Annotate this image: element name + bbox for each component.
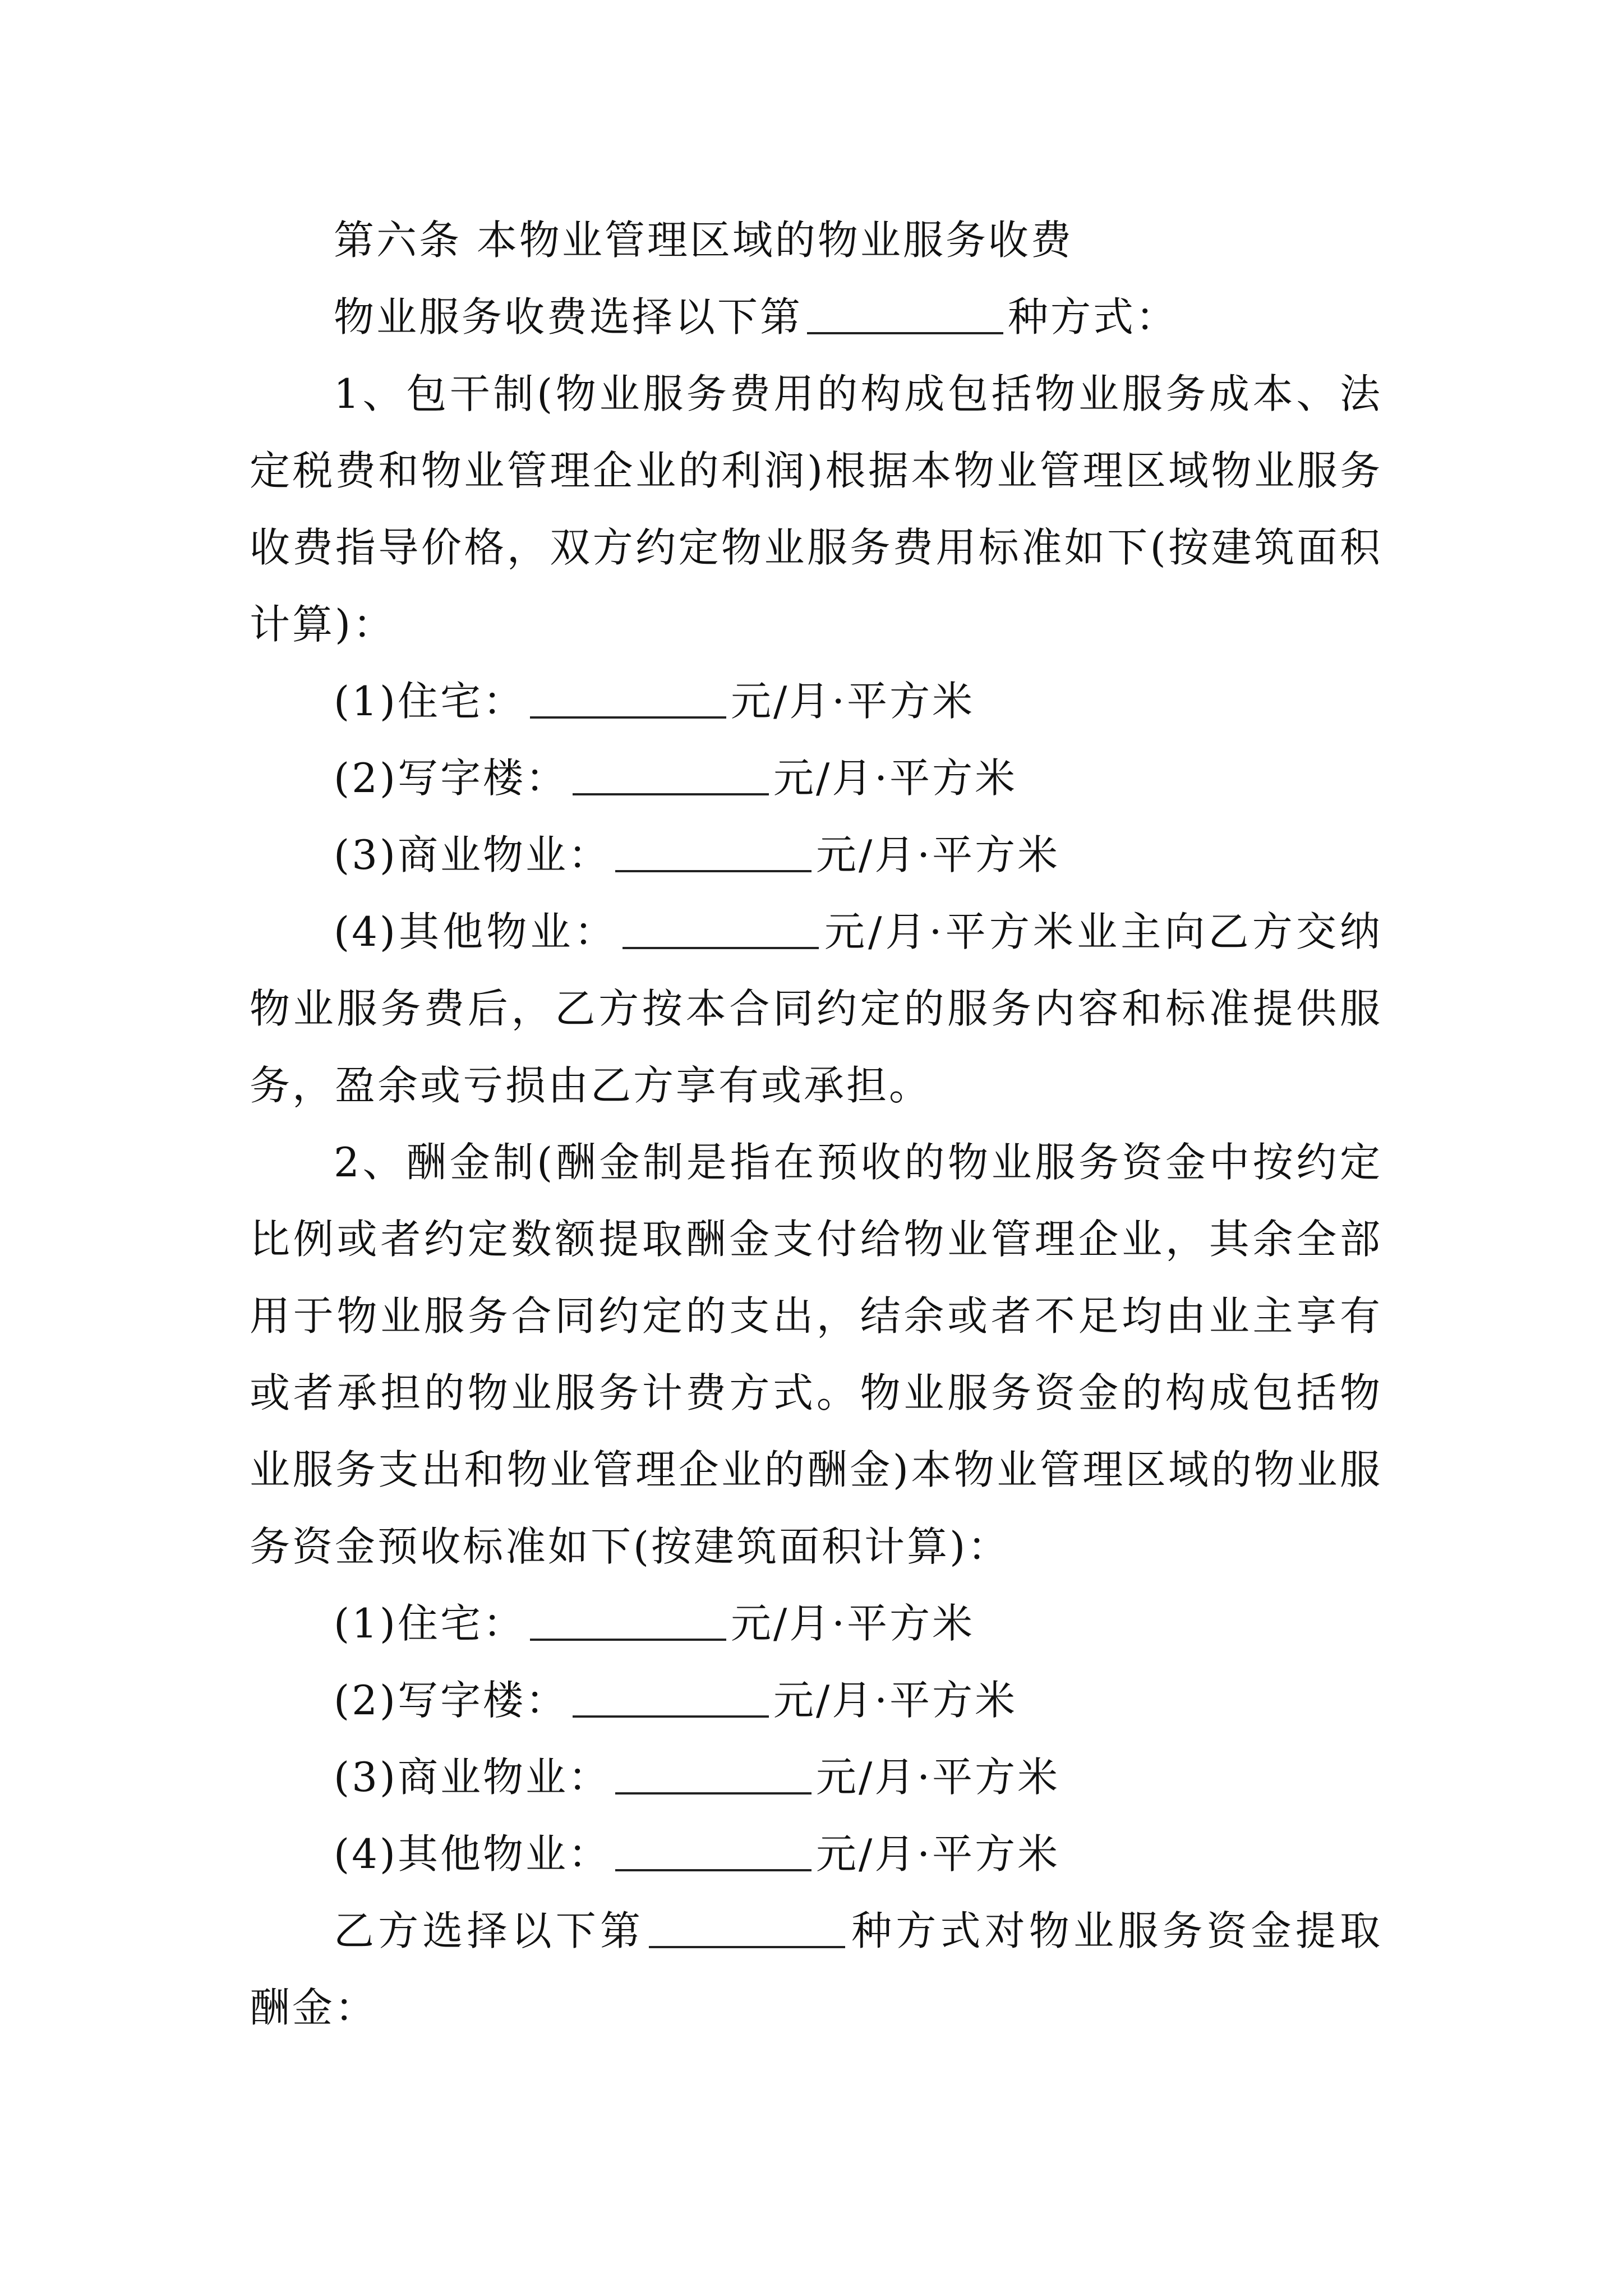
item-label: (3)商业物业： <box>334 831 611 878</box>
item-unit: 元/月·平方米业主向乙方交纳物业服务费后，乙方按本合同约定的服务内容和标准提供服务，盈余或亏损由乙方享有或承担。 <box>250 908 1382 1109</box>
office-fund-blank[interactable] <box>573 1680 769 1718</box>
option2-paragraph <box>250 1124 1382 1585</box>
article-title-text: 第六条 本物业管理区域的物业服务收费 <box>334 217 1073 264</box>
option2-item-commercial <box>250 1739 1382 1816</box>
item-unit: 元/月·平方米 <box>816 831 1061 878</box>
commission-prefix: 乙方选择以下第 <box>334 1907 645 1954</box>
article-title <box>250 202 1382 279</box>
option1-item-other <box>250 894 1382 1124</box>
option1-item-office <box>250 740 1382 817</box>
item-label: (3)商业物业： <box>334 1754 611 1801</box>
other-fee-blank[interactable] <box>623 911 819 949</box>
option1-paragraph <box>250 356 1382 663</box>
other-fund-blank[interactable] <box>615 1833 811 1871</box>
option1-text: 1、包干制(物业服务费用的构成包括物业服务成本、法定税费和物业管理企业的利润)根据本物业管理区域物业服务收费指导价格，双方约定物业服务费用标准如下(按建筑面积计算)： <box>250 370 1382 648</box>
option2-item-residential <box>250 1585 1382 1662</box>
item-label: (1)住宅： <box>334 678 525 725</box>
item-unit: 元/月·平方米 <box>731 1600 975 1647</box>
commission-method-choice <box>250 1893 1382 2046</box>
option2-item-other <box>250 1816 1382 1893</box>
residential-fund-blank[interactable] <box>530 1603 726 1641</box>
fee-method-blank[interactable] <box>807 296 1003 334</box>
option2-item-office <box>250 1662 1382 1739</box>
commercial-fee-blank[interactable] <box>615 834 811 872</box>
option2-text: 2、酬金制(酬金制是指在预收的物业服务资金中按约定比例或者约定数额提取酬金支付给物业管理企业，其余全部用于物业服务合同约定的支出，结余或者不足均由业主享有或者承担的物业服务计费方式。物业服务资金的构成包括物业服务支出和物业管理企业的酬金)本物业管理区域的物业服务资金预收标准如下(按建筑面积计算)： <box>250 1139 1382 1570</box>
document-body <box>250 202 1382 2046</box>
residential-fee-blank[interactable] <box>530 680 726 719</box>
commission-suffix: 种方式对物业服务资金提取酬金： <box>250 1907 1382 2031</box>
fee-method-suffix: 种方式： <box>1008 293 1179 341</box>
item-unit: 元/月·平方米 <box>773 1677 1018 1724</box>
fee-method-prefix: 物业服务收费选择以下第 <box>334 293 803 341</box>
option1-item-commercial <box>250 817 1382 894</box>
item-unit: 元/月·平方米 <box>816 1830 1061 1878</box>
item-unit: 元/月·平方米 <box>816 1754 1061 1801</box>
item-unit: 元/月·平方米 <box>731 678 975 725</box>
office-fee-blank[interactable] <box>573 757 769 795</box>
option1-item-residential <box>250 663 1382 740</box>
item-unit: 元/月·平方米 <box>773 754 1018 802</box>
item-label: (4)其他物业： <box>334 1830 611 1878</box>
item-label: (1)住宅： <box>334 1600 525 1647</box>
item-label: (2)写字楼： <box>334 754 568 802</box>
fee-method-choice <box>250 279 1382 356</box>
item-label: (2)写字楼： <box>334 1677 568 1724</box>
commercial-fund-blank[interactable] <box>615 1756 811 1795</box>
item-label: (4)其他物业： <box>334 908 618 955</box>
commission-method-blank[interactable] <box>649 1910 845 1948</box>
